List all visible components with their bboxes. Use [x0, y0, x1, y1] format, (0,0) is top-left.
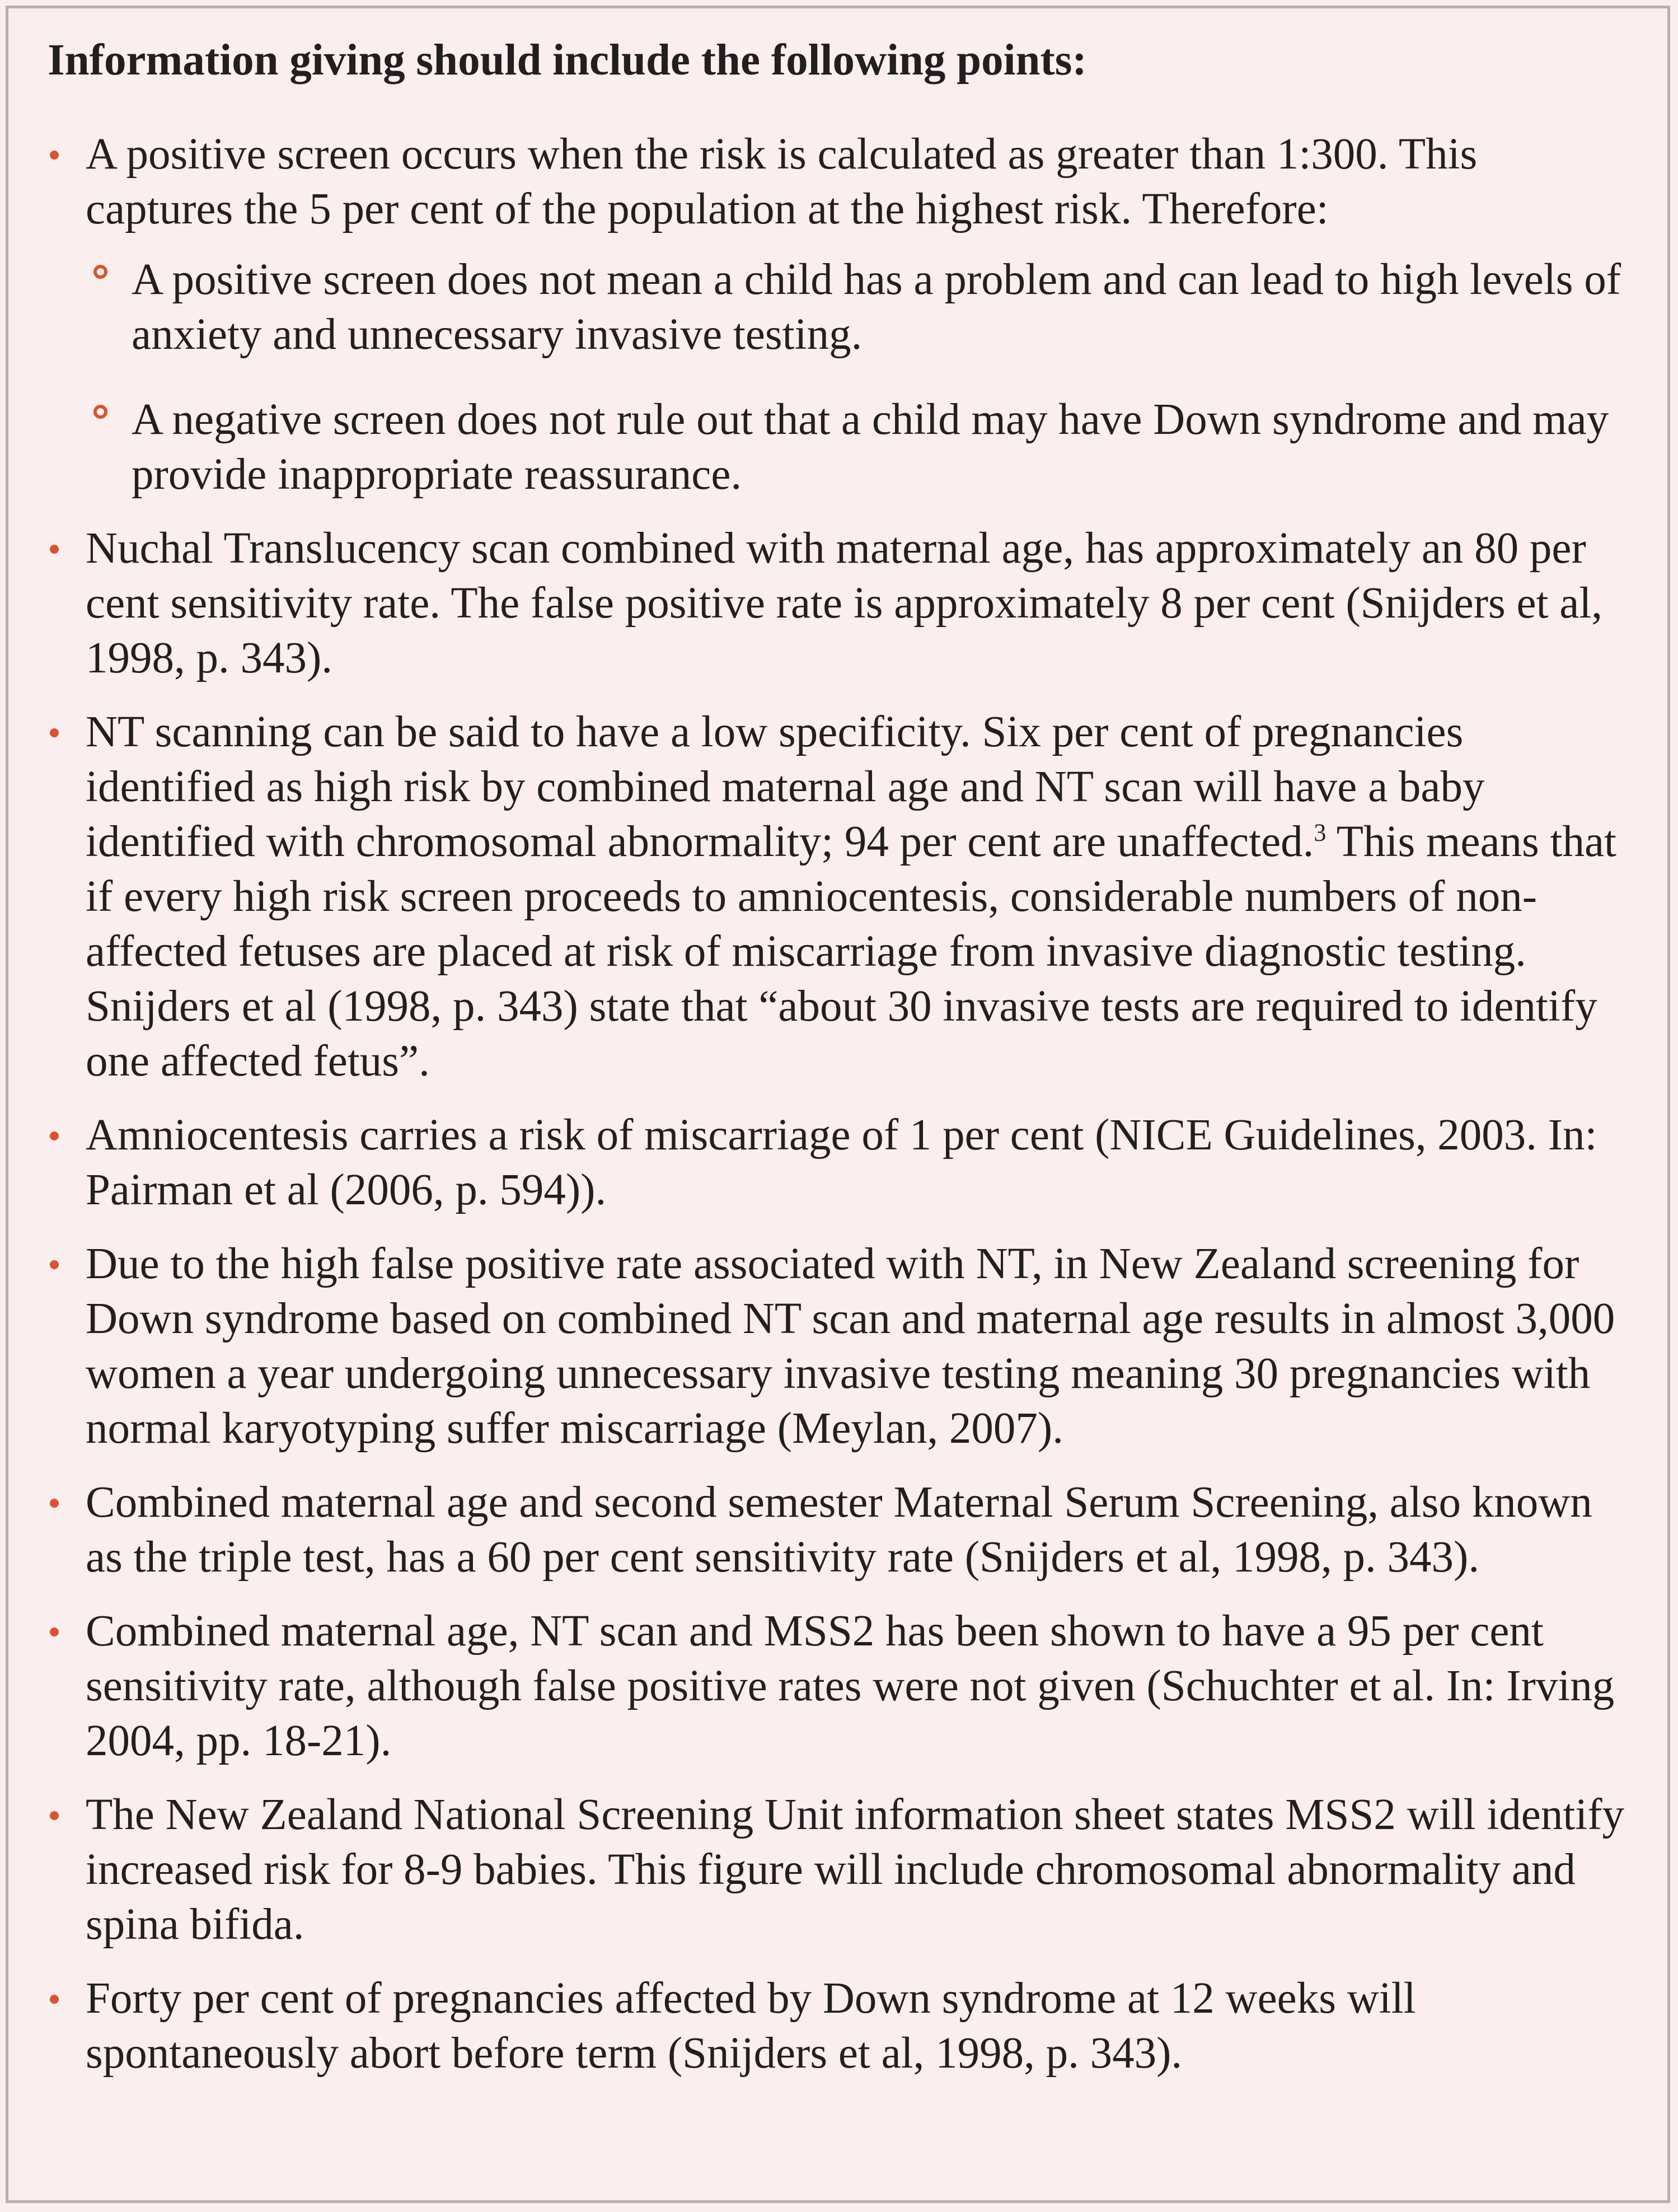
list-item — [48, 1971, 1634, 2081]
ring-bullet-icon — [93, 265, 107, 279]
point-text: Amniocentesis carries a risk of miscarriage of 1 per cent (NICE Guidelines, 2003. In: Pairman et al (2006, p. 594)). — [86, 1111, 1597, 1214]
bullet-icon — [50, 728, 59, 737]
list-item — [48, 1604, 1634, 1769]
sub-list-item — [86, 392, 1634, 502]
box-heading: Information giving should include the following points: — [48, 36, 1087, 85]
sub-list-item — [86, 252, 1634, 362]
ring-bullet-icon — [93, 405, 107, 419]
point-text: Due to the high false positive rate associated with NT, in New Zealand screening for Down syndrome based on combined NT scan and maternal age results in almost 3,000 women a year undergoing unnecessary invasive testing meaning 30 pregnancies with normal karyotyping suffer miscarriage (Meylan, 2007). — [86, 1240, 1615, 1453]
info-box — [6, 6, 1670, 2203]
point-text: NT scanning can be said to have a low specificity. Six per cent of pregnancies identified as high risk by combined maternal age and NT scan will have a baby identified with chromosomal abnormality; 94 per cent are unaffected. — [86, 708, 1485, 866]
bullet-icon — [50, 151, 59, 160]
list-item — [48, 1237, 1634, 1456]
list-item — [48, 127, 1634, 502]
bullet-icon — [50, 1995, 59, 2004]
bullet-icon — [50, 1131, 59, 1140]
point-text: The New Zealand National Screening Unit information sheet states MSS2 will identify increased risk for 8-9 babies. This figure will include chromosomal abnormality and spina bifida. — [86, 1790, 1625, 1949]
point-text: Combined maternal age and second semester Maternal Serum Screening, also known as the triple test, has a 60 per cent sensitivity rate (Snijders et al, 1998, p. 343). — [86, 1478, 1592, 1582]
point-text-continued: This means that if every high risk screen proceeds to amniocentesis, considerable numbers of non-affected fetuses are placed at risk of miscarriage from invasive diagnostic testing. Snijders et al (1998, p. 343) state that “about 30 invasive tests are required to identify one affected fetus”. — [86, 817, 1616, 1086]
list-item — [48, 1788, 1634, 1952]
bullet-icon — [50, 545, 59, 554]
bullet-icon — [50, 1260, 59, 1269]
subpoint-text: A positive screen does not mean a child has a problem and can lead to high levels of anxiety and unnecessary invasive testing. — [132, 255, 1621, 359]
point-text: A positive screen occurs when the risk is calculated as greater than 1:300. This captures the 5 per cent of the population at the highest risk. Therefore: — [86, 130, 1478, 233]
bullet-icon — [50, 1499, 59, 1508]
point-text: Combined maternal age, NT scan and MSS2 has been shown to have a 95 per cent sensitivity rate, although false positive rates were not given (Schuchter et al. In: Irving 2004, pp. 18-21). — [86, 1607, 1615, 1765]
subpoints-list — [86, 252, 1634, 502]
points-list — [48, 127, 1634, 2081]
list-item — [48, 705, 1634, 1089]
footnote-marker: 3 — [1314, 819, 1327, 847]
bullet-icon — [50, 1628, 59, 1636]
subpoint-text: A negative screen does not rule out that a child may have Down syndrome and may provide inappropriate reassurance. — [132, 395, 1609, 499]
point-text: Forty per cent of pregnancies affected by Down syndrome at 12 weeks will spontaneously abort before term (Snijders et al, 1998, p. 343). — [86, 1974, 1416, 2078]
list-item — [48, 1475, 1634, 1585]
bullet-icon — [50, 1811, 59, 1820]
point-text: Nuchal Translucency scan combined with maternal age, has approximately an 80 per cent sensitivity rate. The false positive rate is approximately 8 per cent (Snijders et al, 1998, p. 343). — [86, 524, 1603, 682]
list-item — [48, 521, 1634, 686]
list-item — [48, 1108, 1634, 1218]
